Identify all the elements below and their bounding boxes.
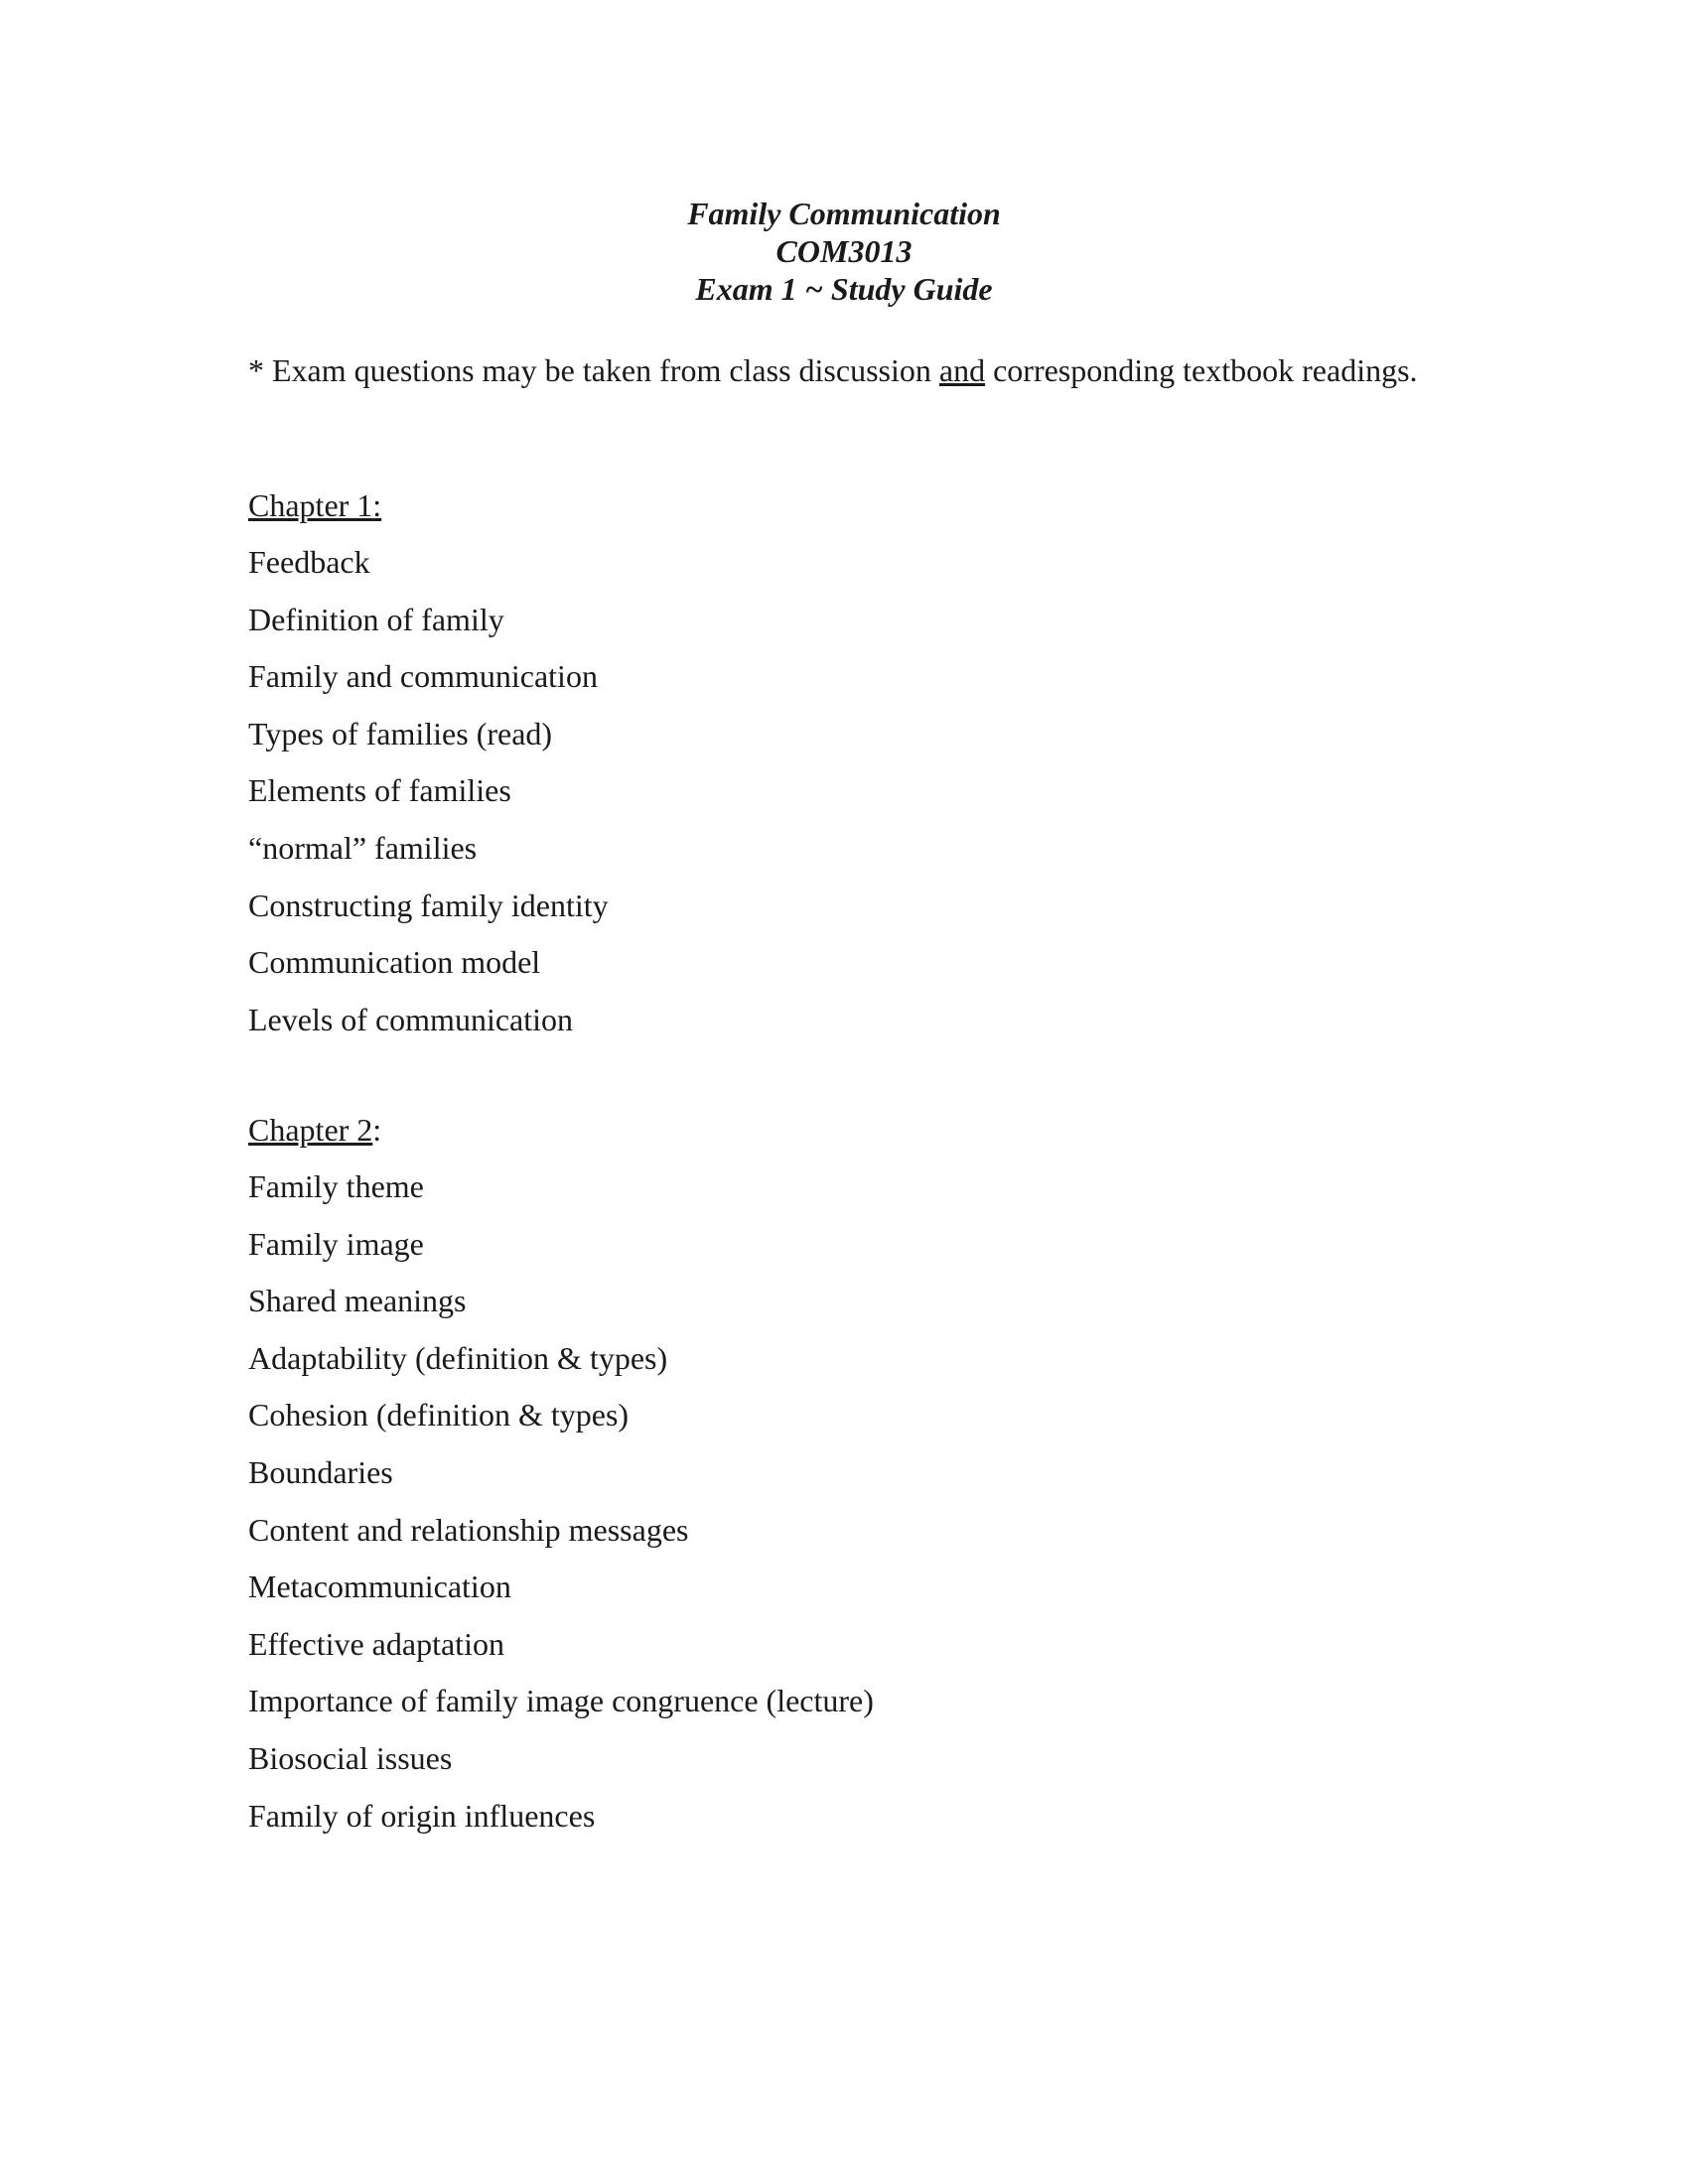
- topic-item: Importance of family image congruence (lecture): [248, 1683, 874, 1719]
- chapter-2-heading: [248, 1110, 1440, 1166]
- chapter-1-title: Chapter 1: [248, 487, 373, 523]
- chapter-1-heading: [248, 485, 1440, 542]
- chapter-1-topic-list: [248, 542, 1440, 1056]
- topic-item: Cohesion (definition & types): [248, 1397, 630, 1433]
- topic-item: Content and relationship messages: [248, 1511, 689, 1548]
- topic-item: Biosocial issues: [248, 1739, 453, 1776]
- topic-item: Family theme: [248, 1168, 424, 1204]
- chapter-2-title: Chapter 2: [248, 1112, 373, 1148]
- topic-item: Types of families (read): [248, 715, 553, 751]
- exam-note: [248, 350, 1420, 390]
- chapter-2-title-colon: :: [372, 1112, 382, 1148]
- chapter-1-title-colon: :: [372, 487, 382, 523]
- course-code: COM3013: [775, 233, 913, 269]
- topic-item: Family of origin influences: [248, 1797, 596, 1834]
- topic-item: Boundaries: [248, 1453, 393, 1490]
- chapter-2-section: [248, 1110, 1440, 1852]
- topic-item: Feedback: [248, 544, 370, 580]
- course-name: Family Communication: [687, 196, 1001, 231]
- topic-item: Family image: [248, 1225, 424, 1262]
- topic-item: Communication model: [248, 944, 541, 981]
- chapter-2-topic-list: [248, 1166, 1440, 1852]
- topic-item: Family and communication: [248, 658, 598, 695]
- topic-item: Metacommunication: [248, 1569, 511, 1605]
- exam-note-prefix: * Exam questions may be taken from class discussion: [248, 352, 939, 388]
- exam-note-suffix: corresponding textbook readings.: [985, 352, 1418, 388]
- document-title: Exam 1 ~ Study Guide: [695, 271, 993, 307]
- document-header: [0, 195, 1688, 308]
- topic-item: Levels of communication: [248, 1001, 574, 1037]
- topic-item: Adaptability (definition & types): [248, 1339, 668, 1376]
- chapter-1-section: [248, 485, 1440, 1056]
- exam-note-emphasis: and: [938, 352, 986, 388]
- topic-item: Constructing family identity: [248, 887, 609, 923]
- topic-item: Elements of families: [248, 772, 511, 809]
- topic-item: Shared meanings: [248, 1283, 467, 1319]
- topic-item: Definition of family: [248, 601, 504, 637]
- topic-item: “normal” families: [248, 829, 478, 866]
- topic-item: Effective adaptation: [248, 1625, 504, 1662]
